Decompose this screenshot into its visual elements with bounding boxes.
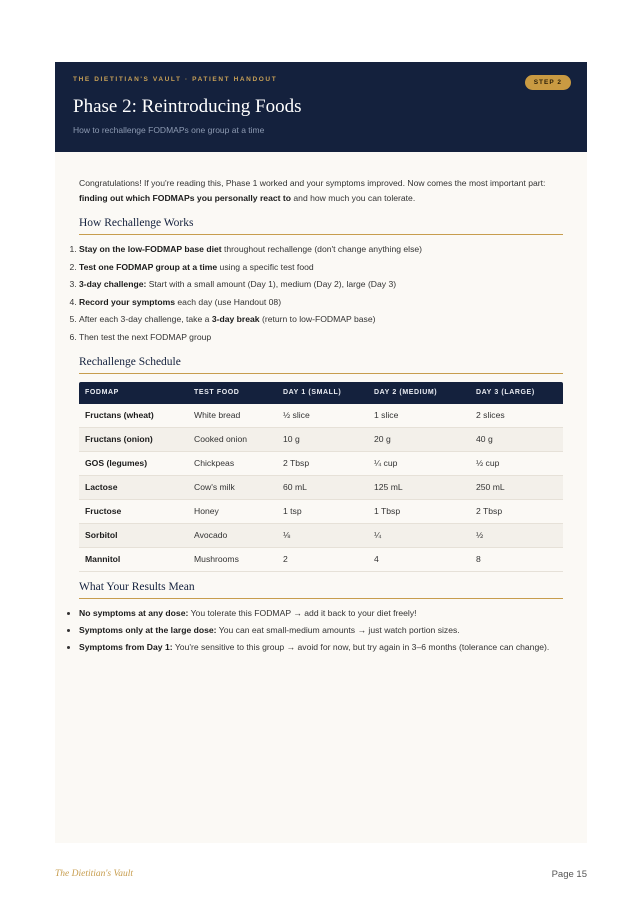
step-bold: Stay on the low-FODMAP base diet: [79, 244, 222, 254]
table-row: [79, 547, 563, 571]
day1-cell: ⅛: [277, 523, 368, 547]
step-item: [79, 311, 563, 329]
page-title: Phase 2: Reintroducing Foods: [73, 96, 302, 117]
step-bold: 3-day break: [211, 314, 260, 325]
day2-cell: 4: [368, 547, 470, 571]
day1-cell: 2 Tbsp: [277, 451, 368, 475]
result-text: You're sensitive to this group → avoid for now, but try again in 3–6 months (tolerance can change).: [172, 641, 550, 652]
test-food-cell: Chickpeas: [188, 451, 277, 475]
step-text: Start with a small amount (Day 1), medium (Day 2), large (Day 3): [146, 279, 397, 290]
day2-cell: 1 slice: [368, 404, 470, 428]
section-heading-how: How Rechallenge Works: [79, 217, 563, 235]
step-pre: Then test the next FODMAP group: [79, 331, 212, 342]
result-bold: Symptoms from Day 1:: [79, 641, 173, 652]
fodmap-cell: Mannitol: [79, 547, 188, 571]
step-bold: Record your symptoms: [79, 296, 175, 307]
step-item: [79, 241, 563, 259]
rechallenge-schedule-table: [79, 382, 563, 572]
day3-cell: 40 g: [470, 427, 563, 451]
section-heading-results: What Your Results Mean: [79, 581, 563, 599]
day2-cell: 125 mL: [368, 475, 470, 499]
result-bold: No symptoms at any dose:: [79, 607, 189, 618]
handout-page: [55, 62, 587, 843]
step-bold: Test one FODMAP group at a time: [79, 261, 218, 272]
results-list: [67, 605, 563, 656]
day1-cell: 2: [277, 547, 368, 571]
result-text: You tolerate this FODMAP → add it back to your diet freely!: [188, 607, 417, 618]
page-number: Page 15: [551, 869, 587, 880]
step-bold: 3-day challenge:: [79, 279, 147, 290]
fodmap-cell: Sorbitol: [79, 523, 188, 547]
day2-cell: 20 g: [368, 427, 470, 451]
page-subtitle: How to rechallenge FODMAPs one group at a time: [73, 125, 265, 135]
table-row: [79, 475, 563, 499]
day1-cell: 10 g: [277, 427, 368, 451]
fodmap-cell: Lactose: [79, 475, 188, 499]
day2-cell: ¼: [368, 523, 470, 547]
test-food-cell: Avocado: [188, 523, 277, 547]
column-header: FODMAP: [85, 389, 119, 397]
result-bold: Symptoms only at the large dose:: [79, 624, 217, 635]
intro-text-start: Congratulations! If you're reading this, Phase 1 worked and your symptoms improved. Now comes the most important part:: [79, 178, 546, 188]
result-item: [79, 622, 563, 639]
table-row: [79, 499, 563, 523]
step-text: using a specific test food: [217, 261, 314, 272]
day3-cell: 8: [470, 547, 563, 571]
step-item: [79, 329, 563, 347]
table-row: [79, 523, 563, 547]
result-text: You can eat small-medium amounts → just watch portion sizes.: [216, 624, 460, 635]
day1-cell: 60 mL: [277, 475, 368, 499]
column-header: DAY 2 (MEDIUM): [374, 389, 438, 397]
main-content: [79, 176, 563, 656]
column-header: DAY 1 (SMALL): [283, 389, 342, 397]
day2-cell: ¼ cup: [368, 451, 470, 475]
step-badge: STEP 2: [525, 75, 571, 90]
step-pre: After each 3-day challenge, take a: [79, 314, 212, 325]
day1-cell: 1 tsp: [277, 499, 368, 523]
column-header: TEST FOOD: [194, 389, 240, 397]
header-kicker: THE DIETITIAN'S VAULT · PATIENT HANDOUT: [73, 76, 278, 83]
column-header: DAY 3 (LARGE): [476, 389, 535, 397]
test-food-cell: Honey: [188, 499, 277, 523]
day1-cell: ½ slice: [277, 404, 368, 428]
fodmap-cell: GOS (legumes): [79, 451, 188, 475]
intro-paragraph: [79, 176, 563, 206]
test-food-cell: White bread: [188, 404, 277, 428]
fodmap-cell: Fructose: [79, 499, 188, 523]
step-text: each day (use Handout 08): [175, 296, 282, 307]
test-food-cell: Mushrooms: [188, 547, 277, 571]
table-row: [79, 451, 563, 475]
intro-bold: finding out which FODMAPs you personally react to: [79, 193, 291, 203]
result-item: [79, 605, 563, 622]
step-item: [79, 276, 563, 294]
day3-cell: 2 Tbsp: [470, 499, 563, 523]
day3-cell: 250 mL: [470, 475, 563, 499]
test-food-cell: Cow's milk: [188, 475, 277, 499]
header-banner: [55, 62, 587, 152]
day3-cell: 2 slices: [470, 404, 563, 428]
step-item: [79, 294, 563, 312]
footer-brand: The Dietitian's Vault: [55, 869, 134, 879]
result-item: [79, 639, 563, 656]
table-row: [79, 404, 563, 428]
day2-cell: 1 Tbsp: [368, 499, 470, 523]
day3-cell: ½: [470, 523, 563, 547]
table-header-row: [79, 382, 563, 404]
day3-cell: ½ cup: [470, 451, 563, 475]
intro-text-end: and how much you can tolerate.: [291, 193, 416, 203]
step-item: [79, 259, 563, 277]
test-food-cell: Cooked onion: [188, 427, 277, 451]
fodmap-cell: Fructans (onion): [79, 427, 188, 451]
step-text: (return to low-FODMAP base): [259, 314, 376, 325]
fodmap-cell: Fructans (wheat): [79, 404, 188, 428]
rechallenge-steps-list: [67, 241, 563, 347]
step-text: throughout rechallenge (don't change anything else): [221, 244, 423, 254]
section-heading-schedule: Rechallenge Schedule: [79, 356, 563, 374]
table-row: [79, 427, 563, 451]
